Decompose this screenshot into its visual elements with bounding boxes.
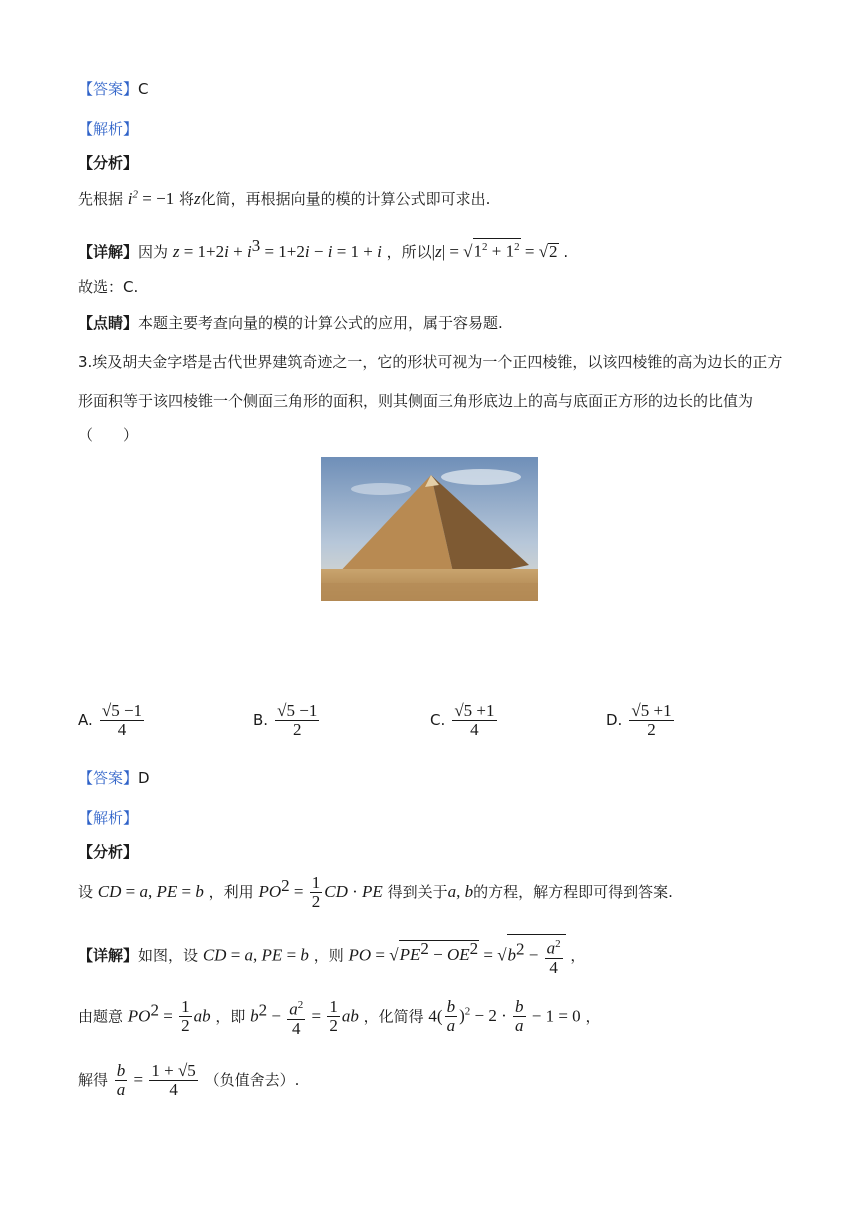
q3-answer: 【答案】D <box>78 769 150 787</box>
q3-line2: 由题意 $PO^2$ = $\frac{1}{2}$ ab ，即 $b^2$ − $\frac{a^2}{4}$ = $\frac{1}{2}$ ab ，化简得 4( $\frac{b}{a}$ )$^2$ − 2 · $\frac{b}{a}$ − 1 = 0 ， <box>78 997 601 1038</box>
q3-fenxi-tag: 【分析】 <box>78 843 139 861</box>
q3-stem-line2: 形面积等于该四棱锥一个侧面三角形的面积，则其侧面三角形底边上的高与底面正方形的边长的比值为 <box>78 392 754 410</box>
q2-guxuan: 故选：C. <box>78 278 139 296</box>
q2-fenxi-tag: 【分析】 <box>78 154 139 172</box>
q3-detail-line: 【详解】如图，设 CD = a, PE = b ，则 PO = $√PE^2 - OE^2 = √b^2$ − $\frac{a^2}{4}$ ， <box>78 934 585 977</box>
option-c: C. $\frac{√5 +1}{4}$ <box>430 701 495 739</box>
q2-answer-tag: 【答案】 <box>78 80 139 98</box>
q2-fenxi-line: 先根据 $i^2 = -1$ 将z化简，再根据向量的模的计算公式即可求出. <box>78 188 491 208</box>
q2-analysis-tag: 【解析】 <box>78 120 139 138</box>
formula-i-squared: $i^2$ <box>127 188 139 208</box>
q3-line3: 解得 $\frac{b}{a}$ = $\frac{1 + √5}{4}$ （负值舍去）. <box>78 1061 300 1099</box>
q3-analysis-tag: 【解析】 <box>78 809 139 827</box>
q2-answer <box>78 78 149 99</box>
option-a: A. $\frac{√5 -1}{4}$ <box>78 701 143 739</box>
pyramid-photo-icon <box>321 457 538 601</box>
option-d: D. $\frac{√5 +1}{2}$ <box>606 701 672 739</box>
q2-answer-value: C <box>138 80 149 98</box>
option-b: B. $\frac{√5 -1}{2}$ <box>253 701 318 739</box>
q2-detail-line: 【详解】因为 $z = 1+2i + i^3 = 1+2i - i = 1 + i$ ，所以$|z| = √1^2 + 1^2 = √2$ . <box>78 236 569 261</box>
q2-dianjing: 【点睛】本题主要考查向量的模的计算公式的应用，属于容易题. <box>78 314 503 332</box>
q3-fenxi-line: 设 CD = a, PE = b ，利用 $PO^2$ = $\frac{1}{2}$ CD · PE 得到关于a, b的方程，解方程即可得到答案. <box>78 873 673 911</box>
q3-stem-line1: 3.埃及胡夫金字塔是古代世界建筑奇迹之一，它的形状可视为一个正四棱锥，以该四棱锥的高为边长的正方 <box>78 353 783 371</box>
q3-stem-line3: （ ） <box>78 426 139 444</box>
formula-z: z <box>172 242 180 261</box>
